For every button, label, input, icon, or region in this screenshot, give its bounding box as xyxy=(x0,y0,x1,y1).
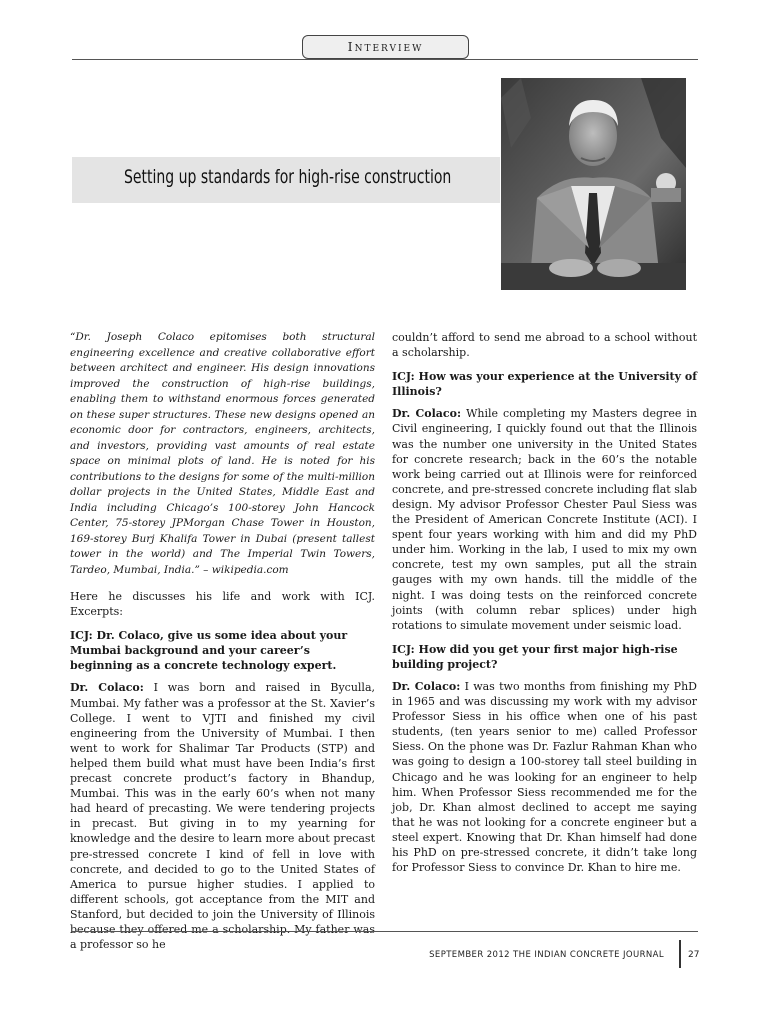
answer-1-continued: couldn’t afford to send me abroad to a school without a scholarship. xyxy=(392,331,697,360)
footer-divider xyxy=(679,940,681,968)
bottom-rule xyxy=(72,931,698,932)
left-column xyxy=(70,330,375,961)
article-title: Setting up standards for high-rise construction xyxy=(124,166,452,188)
intro-text: Here he discusses his life and work with ICJ. Excerpts: xyxy=(70,590,375,619)
portrait-photo xyxy=(501,78,686,290)
speaker-label: Dr. Colaco: xyxy=(392,407,462,421)
question-2: ICJ: How was your experience at the University of Illinois? xyxy=(392,370,697,399)
answer-3 xyxy=(392,679,697,875)
speaker-label: Dr. Colaco: xyxy=(392,679,461,693)
page-number: 27 xyxy=(688,950,700,960)
question-3: ICJ: How did you get your first major high-rise building project? xyxy=(392,642,678,671)
question-1: ICJ: Dr. Colaco, give us some idea about your Mumbai background and your career’s beginning as a concrete technology expert. xyxy=(70,629,348,673)
answer-2-text: While completing my Masters degree in Civil engineering, I quickly found out that the Illinois was the number one university in the United States for concrete research; back in the 60’s the notable work being carried out at Illinois were for reinforced concrete, and pre-stressed concrete including flat slab design. My advisor Professor Chester Paul Siess was the President of American Concrete Institute (ACI). I spent four years working with him and did my PhD under him. Working in the lab, I used to mix my own concrete, test my own samples, put all the strain gauges with my own hands. till the middle of the night. I was doing tests on the reinforced concrete joints (with column rebar splices) under high rotations to simulate movement under seismic load. xyxy=(392,407,697,632)
journal-footer: SEPTEMBER 2012 THE INDIAN CONCRETE JOURNAL xyxy=(429,950,664,960)
right-column xyxy=(392,330,697,884)
answer-2 xyxy=(392,406,697,632)
answer-1 xyxy=(70,680,375,952)
answer-1-text: I was born and raised in Byculla, Mumbai. My father was a professor at the St. Xavier’s College. I went to VJTI and finished my civil engineering from the University of Mumbai. I then went to work for Shalimar Tar Products (STP) and helped them build what must have been India’s first precast concrete product’s factory in Bhandup, Mumbai. This was in the early 60’s when not many had heard of precasting. We were tendering projects in precast. But giving in to my yearning for knowledge and the desire to learn more about precast pre-stressed concrete I kind of fell in love with concrete, and decided to go to the United States of America to pursue higher studies. I applied to different schools, got acceptance from the MIT and Stanford, but decided to join the University of Illinois because they offered me a scholarship. My father was a professor so he xyxy=(70,681,375,952)
speaker-label: Dr. Colaco: xyxy=(70,681,144,695)
top-rule xyxy=(72,59,698,60)
answer-3-text: I was two months from finishing my PhD in 1965 and was discussing my work with my advisor Professor Siess in his office when one of his past students, (ten years senior to me) called Professor Siess. On the phone was Dr. Fazlur Rahman Khan who was going to design a 100-storey tall steel building in Chicago and he was looking for an engineer to help him. When Professor Siess recommended me for the job, Dr. Khan almost declined to accept me saying that he was not looking for a concrete engineer but a steel expert. Knowing that Dr. Khan himself had done his PhD on pre-stressed concrete, it didn’t take long for Professor Siess to convince Dr. Khan to hire me. xyxy=(392,679,697,875)
intro-quote: “Dr. Joseph Colaco epitomises both structural engineering excellence and creative collaborative effort between architect and engineer. His design innovations improved the construction of high-rise buildings, enabling them to withstand enormous forces generated on these super structures. These new designs opened an economic door for contractors, engineers, architects, and investors, providing vast amounts of real estate space on minimal plots of land. He is noted for his contributions to the designs for some of the multi-million dollar projects in the United States, Middle East and India including Chicago’s 100-storey John Hancock Center, 75-storey JPMorgan Chase Tower in Houston, 169-storey Burj Khalifa Tower in Dubai (present tallest tower in the world) and The Imperial Twin Towers, Tardeo, Mumbai, India.” – wikipedia.com xyxy=(70,331,375,576)
section-label: Interview xyxy=(302,35,469,59)
